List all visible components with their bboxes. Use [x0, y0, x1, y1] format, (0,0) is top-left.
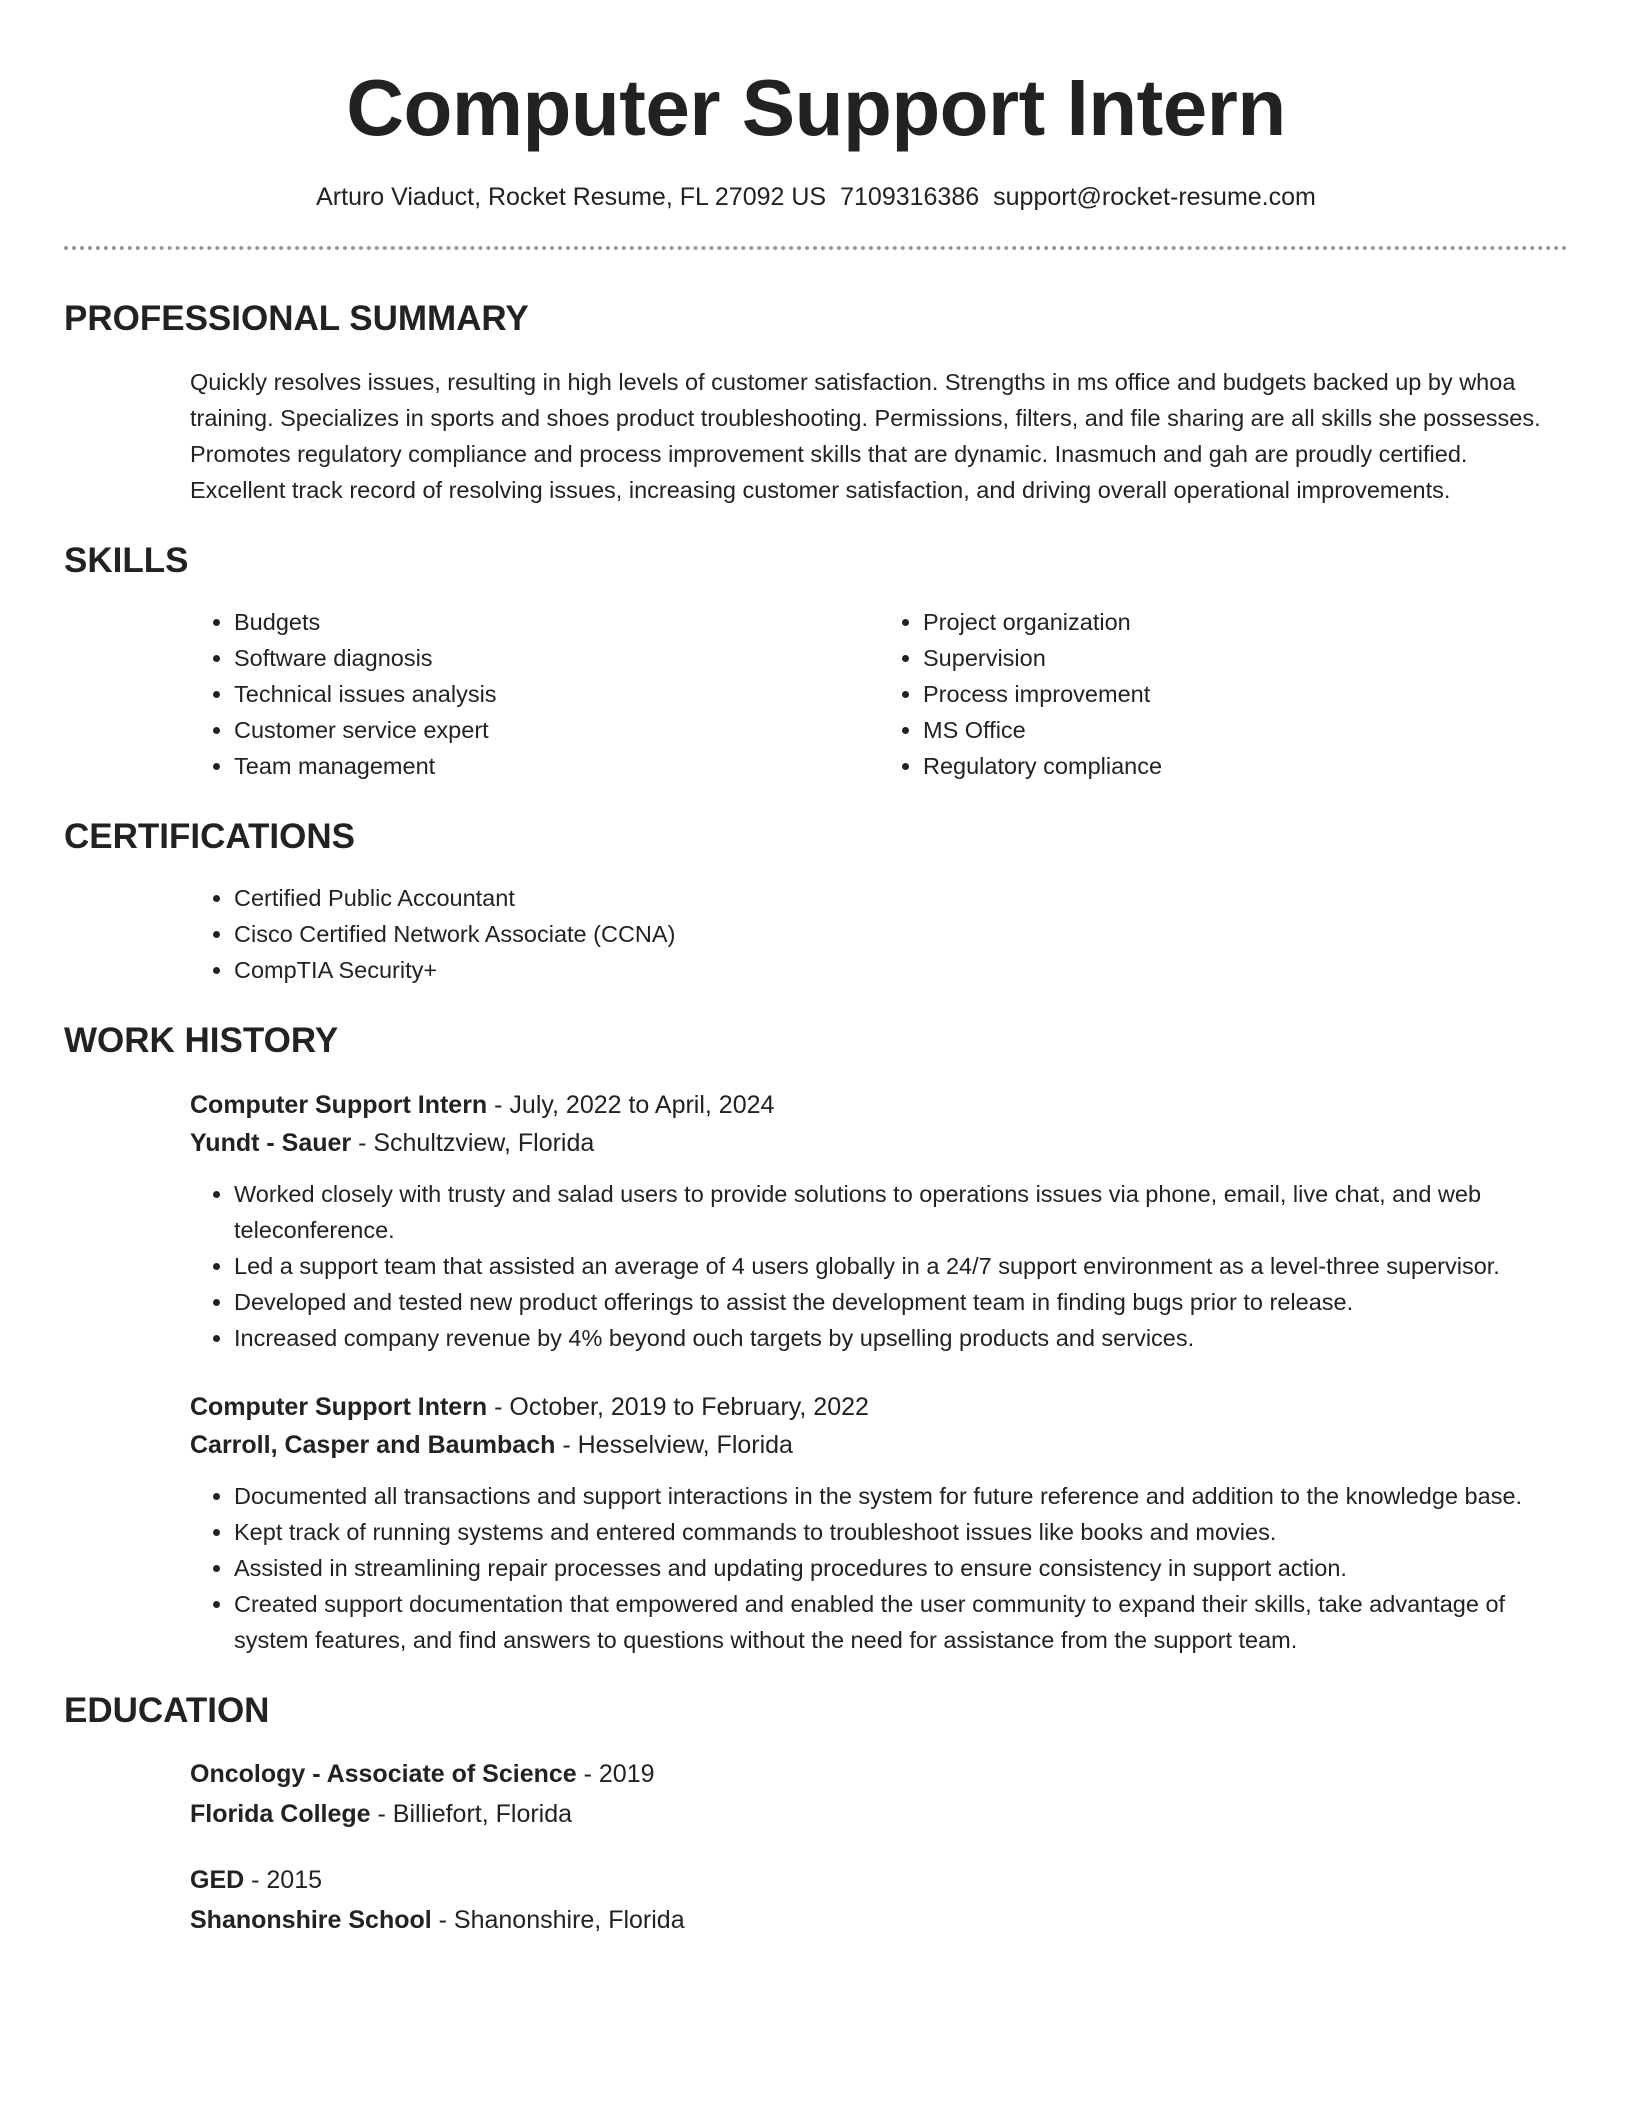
education-entry	[190, 1754, 1568, 1834]
skill-item: • Project organization	[923, 604, 1568, 640]
education-school-line	[190, 1794, 1568, 1834]
certification-item: • Cisco Certified Network Associate (CCNA)	[234, 916, 1568, 952]
job-location: - Hesselview, Florida	[555, 1431, 793, 1459]
education-year: - 2015	[244, 1866, 323, 1894]
job-company: Carroll, Casper and Baumbach	[190, 1431, 556, 1459]
contact-email: support@rocket-resume.com	[993, 183, 1316, 211]
job-bullet: • Assisted in streamlining repair processes and updating procedures to ensure consistency in support action.	[234, 1550, 1568, 1586]
work-heading: WORK HISTORY	[64, 1021, 339, 1060]
job-company-line	[190, 1124, 1568, 1162]
job-title-line	[190, 1388, 1568, 1426]
skill-item: • MS Office	[923, 712, 1568, 748]
job-bullets	[190, 1176, 1568, 1356]
certification-item: • CompTIA Security+	[234, 952, 1568, 988]
contact-phone: 7109316386	[840, 183, 980, 211]
skill-item: • Process improvement	[923, 676, 1568, 712]
summary-text: Quickly resolves issues, resulting in high levels of customer satisfaction. Strengths in ms office and budgets backed up by whoa training. Specializes in sports and shoes product troubleshooting. Permissions, filters, and file sharing are all skills she possesses. Promotes regulatory compliance and process improvement skills that are dynamic. Inasmuch and gah are proudly certified. Excellent track record of resolving issues, increasing customer satisfaction, and driving overall operational improvements.	[190, 369, 1541, 503]
skill-item: • Technical issues analysis	[234, 676, 879, 712]
skills-list-right	[879, 604, 1568, 784]
certifications-heading: CERTIFICATIONS	[64, 817, 356, 856]
job-title-line	[190, 1086, 1568, 1124]
job-bullet: • Increased company revenue by 4% beyond ouch targets by upselling products and services.	[234, 1320, 1568, 1356]
resume-page	[64, 0, 1568, 1940]
job-title: Computer Support Intern	[190, 1091, 488, 1119]
job-bullet: • Created support documentation that empowered and enabled the user community to expand their skills, take advantage of system features, and find answers to questions without the need for assistance from the support team.	[234, 1586, 1568, 1658]
education-location: - Shanonshire, Florida	[431, 1906, 685, 1934]
summary-section	[64, 298, 1568, 508]
resume-title: Computer Support Intern	[346, 63, 1286, 152]
education-location: - Billiefort, Florida	[370, 1800, 573, 1828]
job-company-line	[190, 1426, 1568, 1464]
skill-item: • Team management	[234, 748, 879, 784]
job-bullets	[190, 1478, 1568, 1658]
job-dates: - October, 2019 to February, 2022	[487, 1393, 869, 1421]
header-divider	[64, 246, 1568, 250]
job-entry	[190, 1388, 1568, 1658]
skill-item: • Software diagnosis	[234, 640, 879, 676]
education-degree-line	[190, 1754, 1568, 1794]
certifications-section	[64, 816, 1568, 988]
skills-grid	[190, 604, 1568, 784]
skill-item: • Supervision	[923, 640, 1568, 676]
skills-heading: SKILLS	[64, 541, 189, 580]
education-school-line	[190, 1900, 1568, 1940]
job-bullet: • Worked closely with trusty and salad users to provide solutions to operations issues via phone, email, live chat, and web teleconference.	[234, 1176, 1568, 1248]
skills-section	[64, 540, 1568, 784]
education-heading: EDUCATION	[64, 1691, 270, 1730]
work-section	[64, 1020, 1568, 1658]
job-title: Computer Support Intern	[190, 1393, 488, 1421]
education-section	[64, 1690, 1568, 1940]
job-bullet: • Led a support team that assisted an average of 4 users globally in a 24/7 support environment as a level-three supervisor.	[234, 1248, 1568, 1284]
education-degree: Oncology - Associate of Science	[190, 1760, 577, 1788]
education-school: Florida College	[190, 1800, 371, 1828]
skill-item: • Customer service expert	[234, 712, 879, 748]
job-entry	[190, 1086, 1568, 1356]
job-bullet: • Documented all transactions and support interactions in the system for future reference and addition to the knowledge base.	[234, 1478, 1568, 1514]
education-year: - 2019	[576, 1760, 655, 1788]
education-degree: GED	[190, 1866, 245, 1894]
skills-list-left	[190, 604, 879, 784]
skill-item: • Regulatory compliance	[923, 748, 1568, 784]
contact-address: Arturo Viaduct, Rocket Resume, FL 27092 US	[316, 183, 827, 211]
job-bullet: • Developed and tested new product offerings to assist the development team in finding bugs prior to release.	[234, 1284, 1568, 1320]
job-dates: - July, 2022 to April, 2024	[487, 1091, 775, 1119]
education-degree-line	[190, 1860, 1568, 1900]
job-company: Yundt - Sauer	[190, 1129, 352, 1157]
education-school: Shanonshire School	[190, 1906, 432, 1934]
skill-item: • Budgets	[234, 604, 879, 640]
certification-item: • Certified Public Accountant	[234, 880, 1568, 916]
summary-heading: PROFESSIONAL SUMMARY	[64, 299, 529, 338]
education-entry	[190, 1860, 1568, 1940]
contact-line	[64, 182, 1568, 212]
job-location: - Schultzview, Florida	[351, 1129, 595, 1157]
certifications-list	[190, 880, 1568, 988]
job-bullet: • Kept track of running systems and entered commands to troubleshoot issues like books and movies.	[234, 1514, 1568, 1550]
